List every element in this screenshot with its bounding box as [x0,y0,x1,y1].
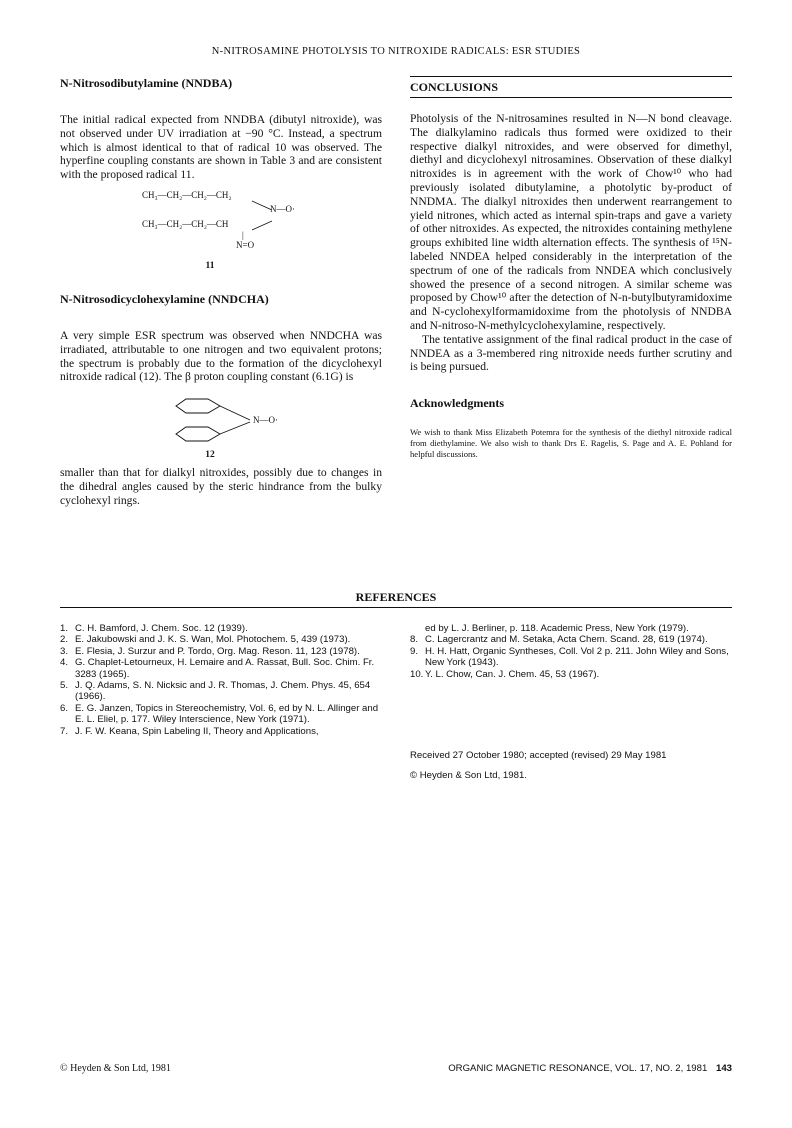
paragraph-conclusions-2: The tentative assignment of the final radical product in the case of NNDEA as a 3-membered ring nitroxide needs further scrutiny and is being pursued. [410,332,732,374]
structure-11-line-4: | [242,229,244,240]
reference-item: 6. E. G. Janzen, Topics in Stereochemistry, Vol. 6, ed by N. L. Allinger and E. L. Eliel, p. 177. Wiley Interscience, New York (1971). [60,702,379,726]
page-number: 143 [715,1063,732,1074]
paragraph-nndba: The initial radical expected from NNDBA (dibutyl nitroxide), was not observed under UV irradiation at −90 °C. Instead, a spectrum which is almost identical to that of radical 10 was observed. The hyperfine coupling constants are shown in Table 3 and are consistent with the proposed radical 11. [60,113,382,182]
reference-item: 8. C. Lagercrantz and M. Setaka, Acta Chem. Scand. 28, 619 (1974). [410,634,708,646]
structure-11-line-5: N=O [236,239,255,250]
paragraph-nndcha: A very simple ESR spectrum was observed when NNDCHA was irradiated, attributable to one nitrogen and two equivalent protons; the spectrum is probably due to the formation of the dicyclohexyl nitroxide radical (12). The β proton coupling constant (6.1G) is [60,328,382,384]
section-heading-nndba: N-Nitrosodibutylamine (NNDBA) [60,76,233,90]
references-rule [60,607,732,608]
reference-item: 9. H. H. Hatt, Organic Syntheses, Coll. Vol 2 p. 211. John Wiley and Sons, New York (1943). [410,645,729,669]
structure-11 [60,188,382,276]
section-heading-nndcha: N-Nitrosodicyclohexylamine (NNDCHA) [60,291,269,306]
left-column [60,76,382,508]
structure-11-line-3: CH₃—CH₂—CH₂—CH [142,218,229,229]
reference-item: 1. C. H. Bamford, J. Chem. Soc. 12 (1939). [60,623,248,634]
article-copyright: © Heyden & Son Ltd, 1981. [410,770,527,781]
reference-item: 5. J. Q. Adams, S. N. Nicksic and J. R. Thomas, J. Chem. Phys. 45, 654 (1966). [60,680,371,703]
footer-journal [432,1063,732,1074]
acknowledgments-text: We wish to thank Miss Elizabeth Potemra for the synthesis of the diethyl nitroxide radical from diethylamine. We also wish to thank Drs E. Ragelis, S. Page and A. E. Pohland for helpful discussions. [410,427,732,460]
structure-12-label: N—O· [253,415,278,426]
footer-journal-name: ORGANIC MAGNETIC RESONANCE, VOL. 17, NO. 2, 1981 [448,1063,708,1074]
right-column [410,76,732,460]
reference-item: 10. Y. L. Chow, Can. J. Chem. 45, 53 (1967). [410,668,600,680]
structure-11-number: 11 [205,260,215,271]
received-date: Received 27 October 1980; accepted (revised) 29 May 1981 [410,750,667,761]
references-right [410,623,736,680]
structure-12-number: 12 [205,450,215,461]
structure-12 [60,388,382,464]
references-heading: REFERENCES [355,590,437,604]
reference-item: 2. E. Jakubowski and J. K. S. Wan, Mol. Photochem. 5, 439 (1973). [60,634,351,646]
structure-11-line-2: N—O· [270,203,295,214]
reference-item: 3. E. Flesia, J. Surzur and P. Tordo, Org. Mag. Reson. 11, 123 (1978). [60,645,360,657]
footer-copyright: © Heyden & Son Ltd, 1981 [60,1063,171,1074]
references-left [60,623,386,737]
section-heading-conclusions: CONCLUSIONS [410,76,732,98]
reference-item: ed by L. J. Berliner, p. 118. Academic Press, New York (1979). [425,623,689,634]
structure-11-line-1: CH₃—CH₂—CH₂—CH₂ [142,189,232,200]
reference-item: 7. J. F. W. Keana, Spin Labeling II, Theory and Applications, [60,725,319,737]
paragraph-conclusions: Photolysis of the N-nitrosamines resulted in N—N bond cleavage. The dialkylamino radicals thus formed were oxidized to their respective dialkyl nitroxides, and were observed for dimethyl, diethyl and dicyclohexyl nitrosamines. Observation of these dialkyl nitroxides is in agreement with the work of Chow¹⁰ who had previously isolated dibutylamine, a photolytic by-product of NNDMA. The dialkyl nitroxides then underwent rearrangement to yield nitrones, which acted as internal spin-traps and gave a variety of other nitroxides. As expected, the nitroxides containing methylene groups exhibited line width alternation effects. The synthesis of ¹⁵N-labeled NNDEA helped considerably in the interpretation of the spectrum of one of the radicals from NNDEA which conclusively showed the presence of a second nitrogen. A similar scheme was proposed by Chow¹⁰ after the detection of N-n-butylbutyramidoxime and N-cyclohexylformamidoxime from the photolysis of NNDBA and N-nitroso-N-methylcyclohexylamine, respectively. [410,112,732,332]
structure-11-bonds [250,197,290,237]
paragraph-nndcha-continued: smaller than that for dialkyl nitroxides, possibly due to changes in the dihedral angles caused by the steric hindrance from the bulky cyclohexyl rings. [60,466,382,507]
section-heading-acknowledgments: Acknowledgments [410,396,505,411]
reference-item: 4. G. Chaplet-Letourneux, H. Lemaire and A. Rassat, Bull. Soc. Chim. Fr. 3283 (1965). [60,657,375,680]
running-head: N-NITROSAMINE PHOTOLYSIS TO NITROXIDE RADICALS: ESR STUDIES [211,46,581,57]
